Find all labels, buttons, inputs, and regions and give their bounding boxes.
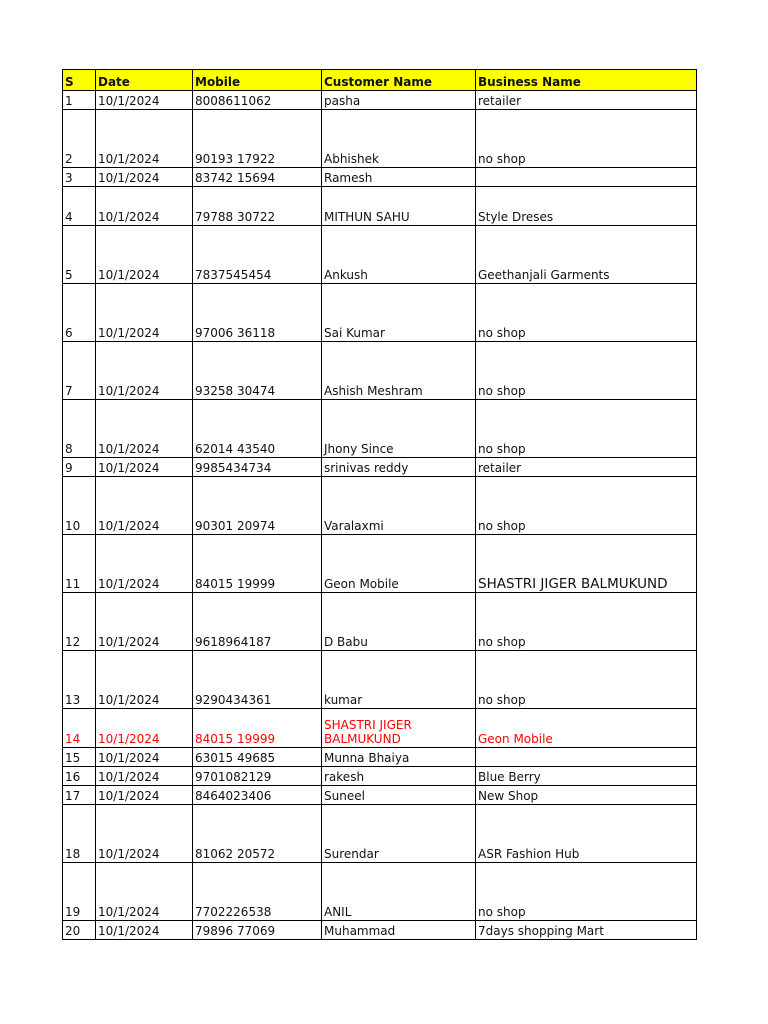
cell-mobile: 7837545454 [193, 226, 322, 284]
cell-mobile: 97006 36118 [193, 284, 322, 342]
table-row [63, 748, 697, 767]
cell-customer-name: Abhishek [322, 110, 476, 168]
cell-s: 7 [63, 342, 96, 400]
cell-customer-name: Munna Bhaiya [322, 748, 476, 767]
cell-customer-name: SHASTRI JIGER BALMUKUND [322, 709, 476, 748]
cell-business-name: no shop [476, 863, 697, 921]
cell-date: 10/1/2024 [96, 863, 193, 921]
header-date: Date [96, 70, 193, 91]
cell-date: 10/1/2024 [96, 226, 193, 284]
cell-mobile: 79788 30722 [193, 187, 322, 226]
cell-mobile: 90301 20974 [193, 477, 322, 535]
cell-customer-name: srinivas reddy [322, 458, 476, 477]
cell-mobile: 63015 49685 [193, 748, 322, 767]
cell-customer-name: D Babu [322, 593, 476, 651]
cell-customer-name: Sai Kumar [322, 284, 476, 342]
table-row [63, 921, 697, 940]
cell-business-name: Geon Mobile [476, 709, 697, 748]
cell-customer-name: Surendar [322, 805, 476, 863]
cell-business-name: no shop [476, 477, 697, 535]
header-row [63, 70, 697, 91]
cell-date: 10/1/2024 [96, 786, 193, 805]
cell-mobile: 84015 19999 [193, 535, 322, 593]
cell-mobile: 79896 77069 [193, 921, 322, 940]
cell-s: 10 [63, 477, 96, 535]
cell-mobile: 9290434361 [193, 651, 322, 709]
cell-date: 10/1/2024 [96, 168, 193, 187]
cell-customer-name: Ramesh [322, 168, 476, 187]
cell-s: 5 [63, 226, 96, 284]
cell-business-name: no shop [476, 284, 697, 342]
cell-customer-name: Jhony Since [322, 400, 476, 458]
cell-mobile: 62014 43540 [193, 400, 322, 458]
cell-s: 20 [63, 921, 96, 940]
cell-date: 10/1/2024 [96, 187, 193, 226]
cell-business-name: no shop [476, 651, 697, 709]
cell-business-name: retailer [476, 91, 697, 110]
cell-s: 2 [63, 110, 96, 168]
cell-s: 6 [63, 284, 96, 342]
cell-date: 10/1/2024 [96, 921, 193, 940]
cell-business-name: Geethanjali Garments [476, 226, 697, 284]
header-mobile: Mobile [193, 70, 322, 91]
table-row [63, 805, 697, 863]
cell-customer-name: Suneel [322, 786, 476, 805]
cell-s: 19 [63, 863, 96, 921]
cell-date: 10/1/2024 [96, 709, 193, 748]
cell-customer-name: ANIL [322, 863, 476, 921]
cell-mobile: 90193 17922 [193, 110, 322, 168]
cell-customer-name: Muhammad [322, 921, 476, 940]
table-row [63, 168, 697, 187]
cell-business-name [476, 168, 697, 187]
cell-s: 15 [63, 748, 96, 767]
cell-s: 1 [63, 91, 96, 110]
cell-mobile: 84015 19999 [193, 709, 322, 748]
table-row [63, 458, 697, 477]
cell-date: 10/1/2024 [96, 767, 193, 786]
table-row [63, 400, 697, 458]
cell-customer-name: Ashish Meshram [322, 342, 476, 400]
cell-s: 14 [63, 709, 96, 748]
cell-date: 10/1/2024 [96, 535, 193, 593]
cell-business-name: no shop [476, 110, 697, 168]
cell-date: 10/1/2024 [96, 91, 193, 110]
cell-date: 10/1/2024 [96, 284, 193, 342]
cell-s: 18 [63, 805, 96, 863]
cell-s: 4 [63, 187, 96, 226]
cell-s: 17 [63, 786, 96, 805]
cell-date: 10/1/2024 [96, 342, 193, 400]
table-row [63, 284, 697, 342]
cell-date: 10/1/2024 [96, 110, 193, 168]
cell-business-name: ASR Fashion Hub [476, 805, 697, 863]
table-row [63, 110, 697, 168]
cell-date: 10/1/2024 [96, 458, 193, 477]
cell-s: 13 [63, 651, 96, 709]
cell-mobile: 83742 15694 [193, 168, 322, 187]
cell-business-name: Style Dreses [476, 187, 697, 226]
cell-s: 12 [63, 593, 96, 651]
table-row [63, 187, 697, 226]
cell-mobile: 8008611062 [193, 91, 322, 110]
table-row [63, 226, 697, 284]
cell-business-name: New Shop [476, 786, 697, 805]
cell-mobile: 9618964187 [193, 593, 322, 651]
table-row [63, 342, 697, 400]
cell-s: 3 [63, 168, 96, 187]
cell-date: 10/1/2024 [96, 748, 193, 767]
table-row [63, 91, 697, 110]
cell-mobile: 9701082129 [193, 767, 322, 786]
cell-customer-name: kumar [322, 651, 476, 709]
table-row [63, 786, 697, 805]
table-row-highlighted [63, 709, 697, 748]
cell-business-name: no shop [476, 400, 697, 458]
cell-customer-name: MITHUN SAHU [322, 187, 476, 226]
cell-s: 9 [63, 458, 96, 477]
cell-s: 16 [63, 767, 96, 786]
cell-mobile: 9985434734 [193, 458, 322, 477]
cell-business-name: 7days shopping Mart [476, 921, 697, 940]
table-row [63, 863, 697, 921]
cell-business-name: no shop [476, 593, 697, 651]
cell-customer-name: pasha [322, 91, 476, 110]
table-row [63, 477, 697, 535]
cell-mobile: 7702226538 [193, 863, 322, 921]
cell-mobile: 93258 30474 [193, 342, 322, 400]
cell-s: 8 [63, 400, 96, 458]
table-row [63, 767, 697, 786]
table-row [63, 535, 697, 593]
table-row [63, 651, 697, 709]
header-business-name: Business Name [476, 70, 697, 91]
cell-date: 10/1/2024 [96, 400, 193, 458]
table-row [63, 593, 697, 651]
cell-customer-name: rakesh [322, 767, 476, 786]
cell-mobile: 8464023406 [193, 786, 322, 805]
cell-business-name: Blue Berry [476, 767, 697, 786]
cell-customer-name: Varalaxmi [322, 477, 476, 535]
cell-date: 10/1/2024 [96, 805, 193, 863]
cell-business-name: no shop [476, 342, 697, 400]
cell-customer-name: Ankush [322, 226, 476, 284]
cell-business-name: retailer [476, 458, 697, 477]
cell-business-name [476, 748, 697, 767]
cell-date: 10/1/2024 [96, 651, 193, 709]
cell-date: 10/1/2024 [96, 477, 193, 535]
header-s: S [63, 70, 96, 91]
customer-table [62, 69, 697, 940]
cell-mobile: 81062 20572 [193, 805, 322, 863]
header-customer-name: Customer Name [322, 70, 476, 91]
cell-s: 11 [63, 535, 96, 593]
cell-customer-name: Geon Mobile [322, 535, 476, 593]
cell-business-name: SHASTRI JIGER BALMUKUND [476, 535, 697, 593]
cell-date: 10/1/2024 [96, 593, 193, 651]
